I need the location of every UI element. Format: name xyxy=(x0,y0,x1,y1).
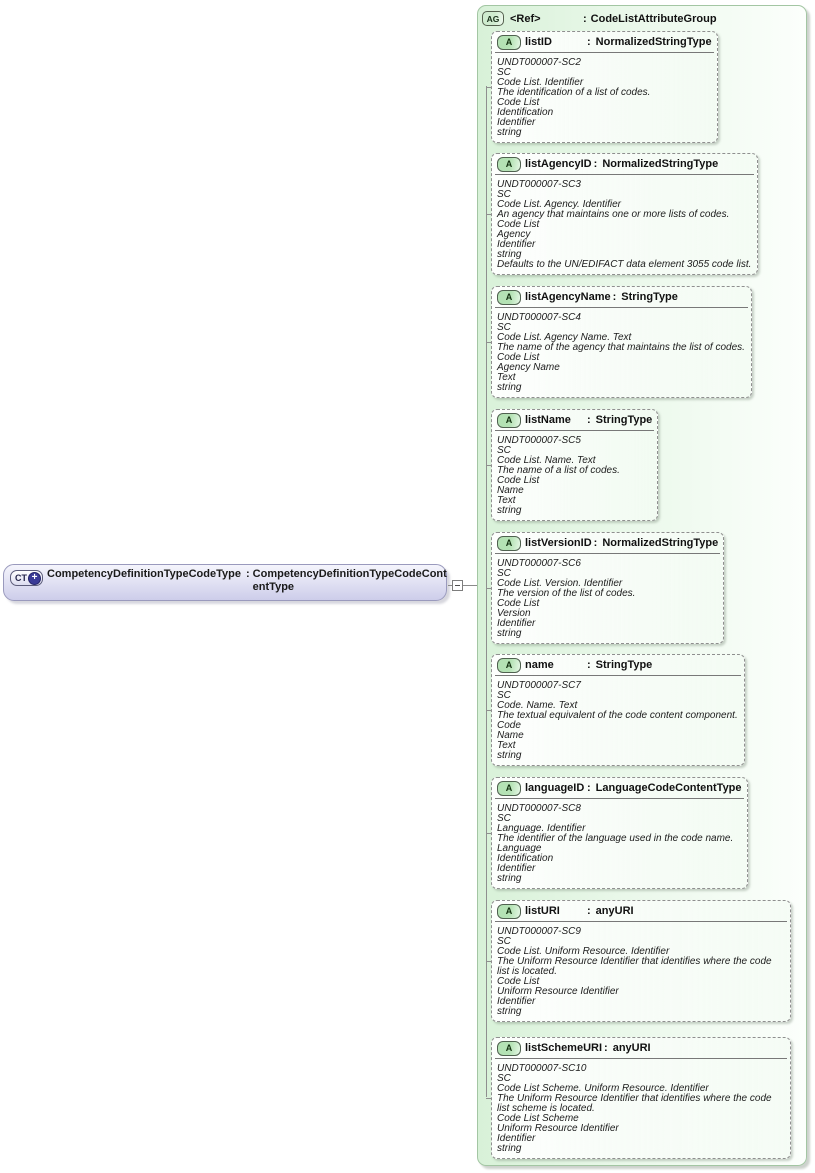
detail-line: Language. Identifier xyxy=(497,823,586,834)
detail-line: The textual equivalent of the code content component. xyxy=(497,710,738,721)
detail-line: UNDT000007-SC9 xyxy=(497,926,581,937)
detail-line: UNDT000007-SC7 xyxy=(497,680,581,691)
detail-line: Identifier xyxy=(497,239,536,250)
detail-line: SC xyxy=(497,568,511,579)
colon-separator: : xyxy=(587,905,591,917)
attribute-type: StringType xyxy=(621,291,678,303)
detail-line: Name xyxy=(497,730,524,741)
detail-line: Uniform Resource Identifier xyxy=(497,986,619,997)
attribute-group-icon: AG xyxy=(482,11,504,26)
attribute-icon: A xyxy=(497,904,521,919)
detail-line: UNDT000007-SC5 xyxy=(497,435,581,446)
colon-separator: : xyxy=(612,291,617,303)
attribute-group-type: CodeListAttributeGroup xyxy=(590,12,717,25)
detail-line: Identification xyxy=(497,853,554,864)
detail-line: Code List. Identifier xyxy=(497,77,584,88)
complex-type-name: CompetencyDefinitionTypeCodeType xyxy=(47,568,241,580)
detail-line: string xyxy=(497,127,522,138)
detail-line: string xyxy=(497,1143,522,1154)
attribute-name: listSchemeURI xyxy=(525,1042,603,1054)
attribute-details xyxy=(492,308,751,397)
detail-line: Identifier xyxy=(497,863,536,874)
attribute-group-title xyxy=(510,13,717,25)
detail-line: Defaults to the UN/EDIFACT data element 3055 code list. xyxy=(497,259,752,270)
detail-line: Identifier xyxy=(497,1133,536,1144)
attribute-title xyxy=(492,154,757,174)
attribute-group-panel xyxy=(477,5,807,1166)
attribute-type: StringType xyxy=(595,659,653,671)
attribute-group-header[interactable] xyxy=(478,6,806,26)
detail-line: UNDT000007-SC10 xyxy=(497,1063,587,1074)
detail-line: Language xyxy=(497,843,542,854)
attribute-icon: A xyxy=(497,658,521,673)
attribute-box-listURI[interactable] xyxy=(491,900,791,1022)
detail-line: Identifier xyxy=(497,117,536,128)
detail-line: The identification of a list of codes. xyxy=(497,87,651,98)
detail-line: The identifier of the language used in the code name. xyxy=(497,833,734,844)
attribute-icon: A xyxy=(497,157,521,172)
attribute-title xyxy=(492,32,717,52)
attribute-box-languageID[interactable] xyxy=(491,777,748,889)
attribute-type: anyURI xyxy=(612,1042,651,1054)
attribute-details xyxy=(492,1059,790,1158)
colon-separator: : xyxy=(583,12,587,25)
detail-line: Identification xyxy=(497,107,554,118)
attribute-title xyxy=(492,410,657,430)
attribute-details xyxy=(492,431,657,520)
detail-line: Code List Scheme xyxy=(497,1113,579,1124)
attribute-icon: A xyxy=(497,1041,521,1056)
attribute-name: listVersionID xyxy=(525,537,592,549)
detail-line: Code List xyxy=(497,475,540,486)
collapse-handle[interactable] xyxy=(452,580,463,591)
detail-line: string xyxy=(497,249,522,260)
detail-line: Code List xyxy=(497,97,540,108)
attribute-type: anyURI xyxy=(595,905,634,917)
minus-icon xyxy=(455,585,460,586)
detail-line: UNDT000007-SC8 xyxy=(497,803,581,814)
attribute-icon: A xyxy=(497,35,521,50)
detail-line: Agency xyxy=(497,229,531,240)
detail-line: SC xyxy=(497,1073,511,1084)
detail-line: Version xyxy=(497,608,531,619)
attribute-details xyxy=(492,676,744,765)
detail-line: Code List xyxy=(497,598,540,609)
attribute-box-listAgencyID[interactable] xyxy=(491,153,758,275)
detail-line: Code List xyxy=(497,219,540,230)
complex-type-icon-label: CT xyxy=(15,572,27,583)
detail-line: Uniform Resource Identifier xyxy=(497,1123,619,1134)
detail-line: Code. Name. Text xyxy=(497,700,578,711)
attribute-details xyxy=(492,554,723,643)
detail-line: UNDT000007-SC4 xyxy=(497,312,581,323)
attribute-title xyxy=(492,778,747,798)
attribute-title xyxy=(492,901,790,921)
detail-line: string xyxy=(497,628,522,639)
attribute-type: NormalizedStringType xyxy=(595,36,712,48)
colon-separator: : xyxy=(587,36,591,48)
detail-line: UNDT000007-SC2 xyxy=(497,57,581,68)
attribute-box-name[interactable] xyxy=(491,654,745,766)
detail-line: An agency that maintains one or more lists of codes. xyxy=(497,209,730,220)
attribute-details xyxy=(492,922,790,1021)
detail-line: string xyxy=(497,505,522,516)
connector-spine xyxy=(486,86,487,1097)
detail-line: SC xyxy=(497,936,511,947)
colon-separator: : xyxy=(587,414,591,426)
attribute-type: StringType xyxy=(595,414,653,426)
colon-separator: : xyxy=(587,659,591,671)
attribute-title xyxy=(492,1038,790,1058)
attribute-details xyxy=(492,175,757,274)
attribute-title xyxy=(492,287,751,307)
detail-line: Text xyxy=(497,372,516,383)
detail-line: Agency Name xyxy=(497,362,560,373)
detail-line: string xyxy=(497,873,522,884)
detail-line: Text xyxy=(497,495,516,506)
detail-line: SC xyxy=(497,445,511,456)
detail-line: SC xyxy=(497,322,511,333)
detail-line: string xyxy=(497,750,522,761)
detail-line: Name xyxy=(497,485,524,496)
attribute-type: NormalizedStringType xyxy=(602,537,719,549)
complex-type-type: CompetencyDefinitionTypeCodeContentType xyxy=(252,568,447,593)
attribute-name: listName xyxy=(525,414,571,426)
attribute-name: name xyxy=(525,659,554,671)
attribute-box-listSchemeURI[interactable] xyxy=(491,1037,791,1159)
attribute-group-ref: <Ref> xyxy=(510,12,541,25)
attribute-name: listAgencyName xyxy=(525,291,611,303)
complex-type-node[interactable] xyxy=(3,564,447,601)
attribute-icon: A xyxy=(497,536,521,551)
colon-separator: : xyxy=(246,568,250,580)
attribute-box-listID[interactable] xyxy=(491,31,718,143)
colon-separator: : xyxy=(593,158,598,170)
detail-line: SC xyxy=(497,189,511,200)
attribute-box-listVersionID[interactable] xyxy=(491,532,724,644)
colon-separator: : xyxy=(587,782,591,794)
detail-line: The version of the list of codes. xyxy=(497,588,636,599)
detail-line: Code List. Version. Identifier xyxy=(497,578,623,589)
attribute-title xyxy=(492,533,723,553)
detail-line: The Uniform Resource Identifier that identifies where the code list scheme is located. xyxy=(497,1093,772,1114)
detail-line: UNDT000007-SC6 xyxy=(497,558,581,569)
detail-line: The name of a list of codes. xyxy=(497,465,620,476)
attribute-name: languageID xyxy=(525,782,585,794)
attribute-details xyxy=(492,799,747,888)
detail-line: Code List xyxy=(497,976,540,987)
detail-line: Code List Scheme. Uniform Resource. Identifier xyxy=(497,1083,709,1094)
complex-type-icon xyxy=(10,570,43,586)
detail-line: Code List. Name. Text xyxy=(497,455,596,466)
attribute-type: NormalizedStringType xyxy=(602,158,719,170)
detail-line: Identifier xyxy=(497,996,536,1007)
complex-type-title xyxy=(47,568,451,593)
plus-icon[interactable]: + xyxy=(28,572,41,585)
detail-line: SC xyxy=(497,690,511,701)
attribute-type: LanguageCodeContentType xyxy=(595,782,742,794)
detail-line: The name of the agency that maintains the list of codes. xyxy=(497,342,745,353)
attribute-icon: A xyxy=(497,290,521,305)
attribute-icon: A xyxy=(497,781,521,796)
attribute-box-listAgencyName[interactable] xyxy=(491,286,752,398)
detail-line: Code xyxy=(497,720,521,731)
detail-line: The Uniform Resource Identifier that identifies where the code list is located. xyxy=(497,956,772,977)
attribute-title xyxy=(492,655,744,675)
detail-line: Code List. Agency Name. Text xyxy=(497,332,632,343)
attribute-details xyxy=(492,53,717,142)
colon-separator: : xyxy=(604,1042,608,1054)
detail-line: Identifier xyxy=(497,618,536,629)
detail-line: string xyxy=(497,1006,522,1017)
detail-line: SC xyxy=(497,67,511,78)
detail-line: UNDT000007-SC3 xyxy=(497,179,581,190)
colon-separator: : xyxy=(593,537,598,549)
detail-line: string xyxy=(497,382,522,393)
attribute-name: listAgencyID xyxy=(525,158,592,170)
detail-line: SC xyxy=(497,813,511,824)
detail-line: Code List. Uniform Resource. Identifier xyxy=(497,946,670,957)
detail-line: Code List xyxy=(497,352,540,363)
detail-line: Text xyxy=(497,740,516,751)
attribute-name: listID xyxy=(525,36,552,48)
attribute-name: listURI xyxy=(525,905,560,917)
attribute-box-listName[interactable] xyxy=(491,409,658,521)
attribute-icon: A xyxy=(497,413,521,428)
detail-line: Code List. Agency. Identifier xyxy=(497,199,621,210)
